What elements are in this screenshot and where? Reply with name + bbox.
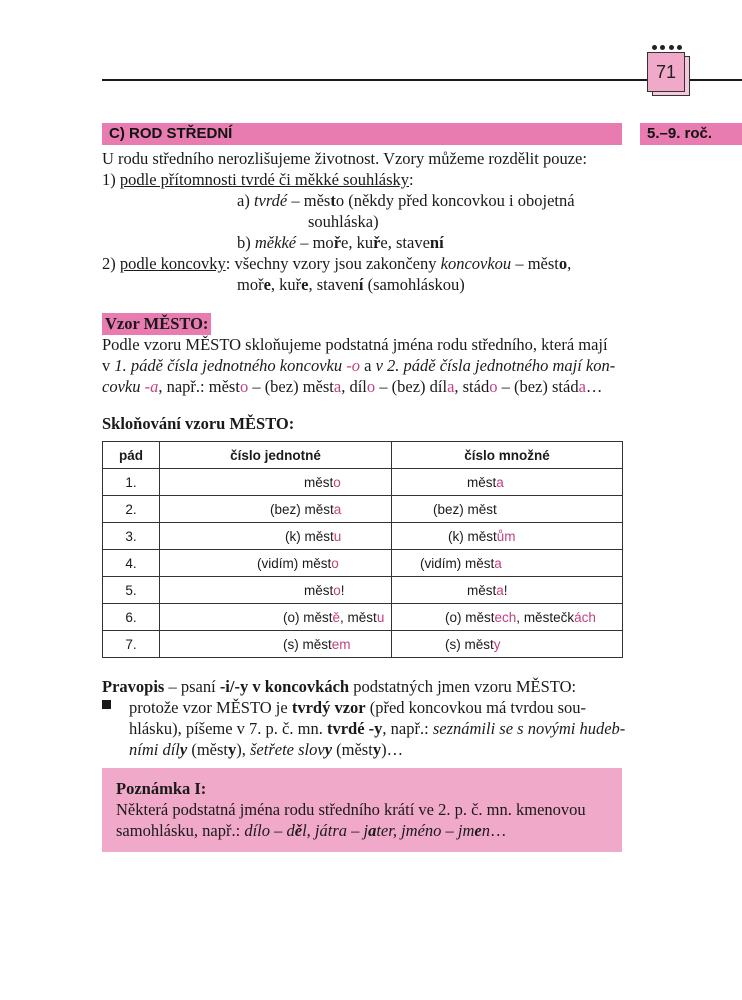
singular-cell: město!: [160, 577, 392, 604]
table-row: 4. (vidím) město (vidím) města: [103, 550, 623, 577]
vzor-text-1: Podle vzoru MĚSTO skloňujeme podstatná jména rodu středního, která mají: [102, 335, 608, 354]
intro-item-1a-cont: souhláska): [308, 212, 379, 231]
table-row: 7. (s) městem (s) městy: [103, 631, 623, 658]
plural-cell: (vidím) města: [392, 550, 623, 577]
page-number-dots: [652, 45, 682, 51]
plural-cell: (o) městech, městečkách: [392, 604, 623, 631]
header-rule: [102, 79, 647, 81]
section-title: C) ROD STŘEDNÍ: [109, 125, 233, 142]
header-singular: číslo jednotné: [160, 442, 392, 469]
page-number: 71: [647, 52, 685, 92]
vzor-label: Vzor MĚSTO:: [102, 313, 211, 335]
grade-label: 5.–9. roč.: [647, 125, 713, 142]
table-row: 3. (k) městu (k) městům: [103, 523, 623, 550]
header-pad: pád: [103, 442, 160, 469]
plural-cell: (k) městům: [392, 523, 623, 550]
table-row: 6. (o) městě, městu (o) městech, městečkách: [103, 604, 623, 631]
note-line-2: samohlásku, např.: dílo – děl, játra – jater, jméno – jmen…: [116, 821, 507, 840]
singular-cell: (bez) města: [160, 496, 392, 523]
grade-bar: [640, 123, 742, 145]
declension-table: [102, 441, 623, 658]
singular-cell: (s) městem: [160, 631, 392, 658]
pravopis-line-3: ními díly (městy), šetřete slovy (městy)…: [129, 740, 404, 759]
table-heading: Skloňování vzoru MĚSTO:: [102, 414, 295, 433]
bullet-square: [102, 700, 111, 709]
singular-cell: (vidím) město: [160, 550, 392, 577]
table-header-row: [103, 442, 623, 469]
intro-item-1a: a) tvrdé – město (někdy před koncovkou i obojetná: [237, 191, 575, 210]
plural-cell: města!: [392, 577, 623, 604]
plural-cell: (s) městy: [392, 631, 623, 658]
singular-cell: (k) městu: [160, 523, 392, 550]
vzor-text-3: covku -a, např.: město – (bez) města, dílo – (bez) díla, stádo – (bez) stáda…: [102, 377, 603, 396]
note-line-1: Některá podstatná jména rodu středního krátí ve 2. p. č. mn. kmenovou: [116, 800, 586, 819]
plural-cell: (bez) měst: [392, 496, 623, 523]
singular-cell: město: [160, 469, 392, 496]
note-title: Poznámka I:: [116, 779, 207, 798]
pravopis-line-1: protože vzor MĚSTO je tvrdý vzor (před koncovkou má tvrdou sou-: [129, 698, 587, 717]
table-row: 5. město! města!: [103, 577, 623, 604]
intro-item-2: 2) podle koncovky: všechny vzory jsou zakončeny koncovkou – město,: [102, 254, 572, 273]
intro-item-1: 1) podle přítomnosti tvrdé či měkké souhlásky:: [102, 170, 414, 189]
pravopis-line-2: hlásku), píšeme v 7. p. č. mn. tvrdé -y, např.: seznámili se s novými hudeb-: [129, 719, 626, 738]
table-row: 2. (bez) města (bez) měst: [103, 496, 623, 523]
intro-item-1b: b) měkké – moře, kuře, stavení: [237, 233, 444, 252]
table-row: 1. město města: [103, 469, 623, 496]
header-rule-right: [690, 79, 742, 81]
pravopis-title: Pravopis – psaní -i/-y v koncovkách podstatných jmen vzoru MĚSTO:: [102, 677, 577, 696]
singular-cell: (o) městě, městu: [160, 604, 392, 631]
vzor-text-2: v 1. pádě čísla jednotného koncovku -o a v 2. pádě čísla jednotného mají kon-: [102, 356, 616, 375]
section-title-bar: [102, 123, 622, 145]
plural-cell: města: [392, 469, 623, 496]
header-plural: číslo množné: [392, 442, 623, 469]
intro-item-2-cont: moře, kuře, stavení (samohláskou): [237, 275, 465, 294]
intro-line-1: U rodu středního nerozlišujeme životnost. Vzory můžeme rozdělit pouze:: [102, 149, 587, 168]
